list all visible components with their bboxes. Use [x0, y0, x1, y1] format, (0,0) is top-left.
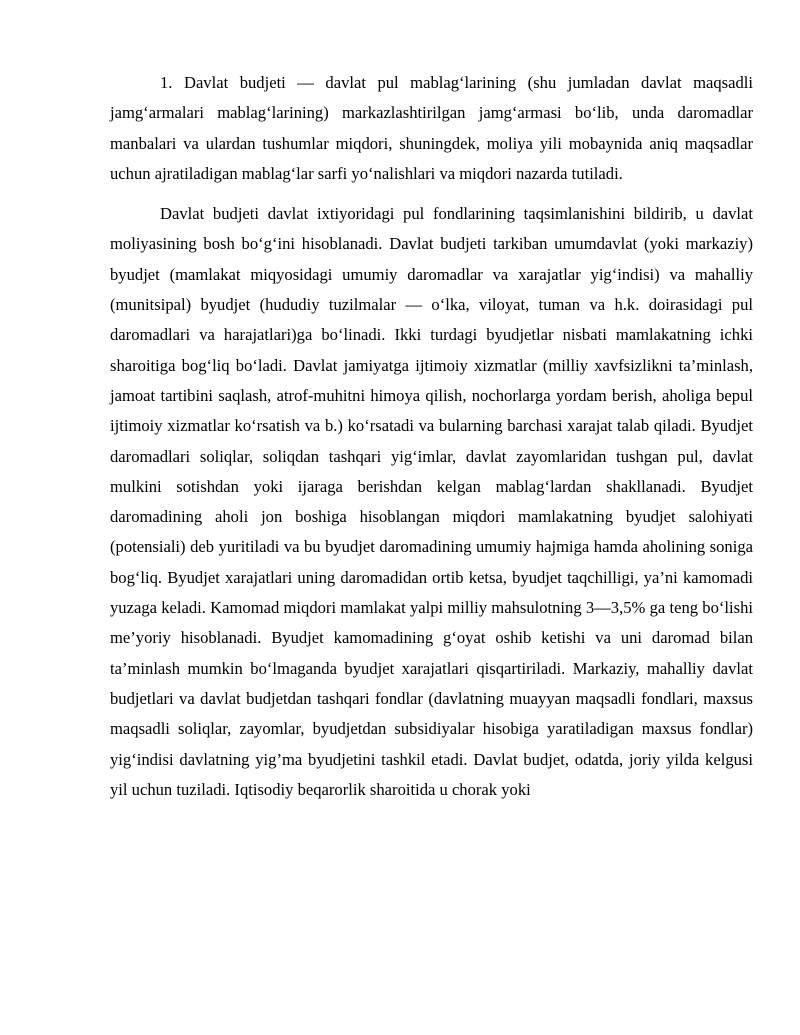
paragraph-budget-structure: Davlat budjeti davlat ixtiyoridagi pul fondlarining taqsimlanishini bildirib, u davlat moliyasining bosh bo‘g‘ini hisoblanadi. Davlat budjeti tarkiban umumdavlat (yoki markaziy) byudjet (mamlakat miqyosidagi umumiy daromadlar va xarajatlar yig‘indisi) va mahalliy (munitsipal) byudjet (hududiy tuzilmalar — o‘lka, viloyat, tuman va h.k. doirasidagi pul daromadlari va harajatlari)ga bo‘linadi. Ikki turdagi byudjetlar nisbati mamlakatning ichki sharoitiga bog‘liq bo‘ladi. Davlat jamiyatga ijtimoiy xizmatlar (milliy xavfsizlikni ta’minlash, jamoat tartibini saqlash, atrof-muhitni himoya qilish, nochorlarga yordam berish, aholiga bepul ijtimoiy xizmatlar ko‘rsatish va b.) ko‘rsatadi va bularning barchasi xarajat talab qiladi. Byudjet daromadlari soliqlar, soliqdan tashqari yig‘imlar, davlat zayomlaridan tushgan pul, davlat mulkini sotishdan yoki ijaraga berishdan kelgan mablag‘lardan shakllanadi. Byudjet daromadining aholi jon boshiga hisoblangan miqdori mamlakatning byudjet salohiyati (potensiali) deb yuritiladi va bu byudjet daromadining umumiy hajmiga hamda aholining soniga bog‘liq. Byudjet xarajatlari uning daromadidan ortib ketsa, byudjet taqchilligi, ya’ni kamomadi yuzaga keladi. Kamomad miqdori mamlakat yalpi milliy mahsulotning 3—3,5% ga teng bo‘lishi me’yoriy hisoblanadi. Byudjet kamomadining g‘oyat oshib ketishi va uni daromad bilan ta’minlash mumkin bo‘lmaganda byudjet xarajatlari qisqartiriladi. Markaziy, mahalliy davlat budjetlari va davlat budjetdan tashqari fondlar (davlatning muayyan maqsadli fondlari, maxsus maqsadli soliqlar, zayomlar, byudjetdan subsidiyalar hisobiga yaratiladigan maxsus fondlar) yig‘indisi davlatning yig’ma byudjetini tashkil etadi. Davlat budjet, odatda, joriy yilda kelgusi yil uchun tuziladi. Iqtisodiy beqarorlik sharoitida u chorak yoki: [110, 204, 753, 799]
paragraph-budget-definition: 1. Davlat budjeti — davlat pul mablag‘larining (shu jumladan davlat maqsadli jamg‘armalari mablag‘larining) markazlashtirilgan jamg‘armasi bo‘lib, unda daromadlar manbalari va ulardan tushumlar miqdori, shuningdek, moliya yili mobaynida aniq maqsadlar uchun ajratiladigan mablag‘lar sarfi yo‘nalishlari va miqdori nazarda tutiladi.: [110, 73, 753, 183]
document-page: [110, 68, 753, 805]
